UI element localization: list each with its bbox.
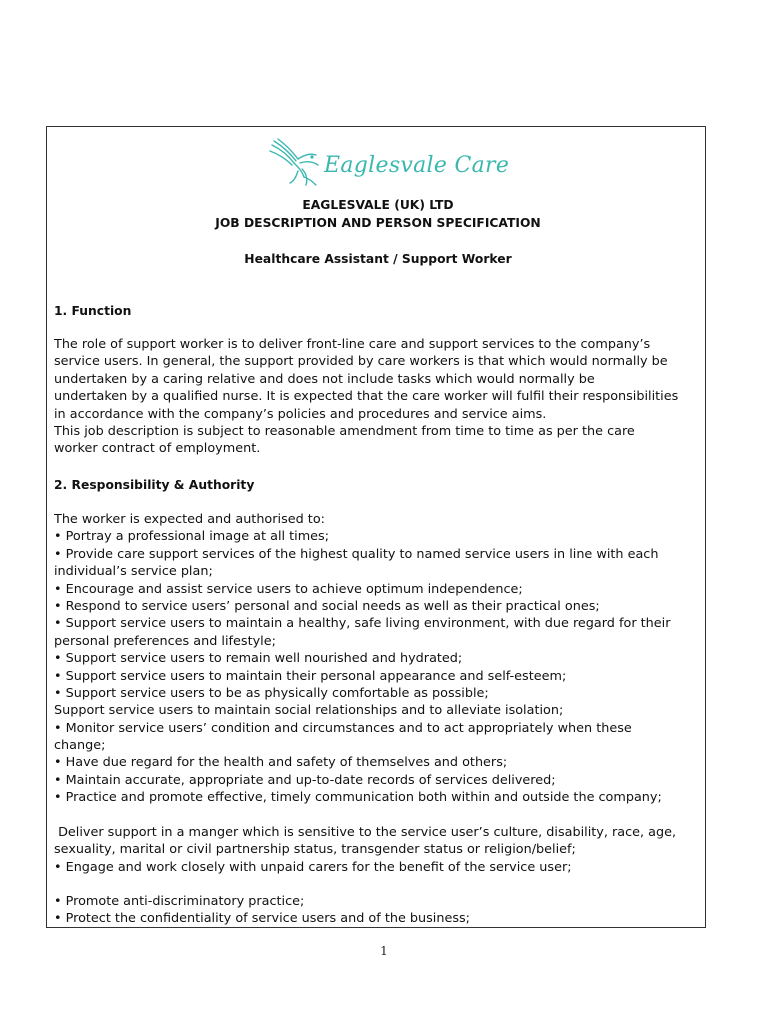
text-line: The worker is expected and authorised to: (54, 512, 325, 527)
list-item: • Promote anti-discriminatory practice; (54, 894, 305, 909)
text-line: service users. In general, the support provided by care workers is that which would normally be (54, 354, 668, 370)
list-item: • Engage and work closely with unpaid carers for the benefit of the service user; (54, 859, 572, 875)
list-item: sexuality, marital or civil partnership status, transgender status or religion/belief; (54, 842, 576, 858)
responsibility-list-final (54, 893, 702, 928)
function-paragraph (54, 336, 702, 458)
list-item: • Maintain accurate, appropriate and up-to-date records of services delivered; (54, 772, 556, 788)
list-item: personal preferences and lifestyle; (54, 633, 276, 649)
list-item: • Encourage and assist service users to achieve optimum independence; (54, 581, 523, 597)
text-line: in accordance with the company’s policies and procedures and service aims. (54, 406, 547, 422)
text-line: The role of support worker is to deliver front-line care and support services to the company’s (54, 337, 651, 352)
list-item: • Protect the confidentiality of service users and of the business; (54, 911, 470, 927)
section-heading-function: 1. Function (54, 304, 132, 318)
list-item: • Provide care support services of the highest quality to named service users in line with each (54, 546, 659, 562)
job-title: Healthcare Assistant / Support Worker (244, 252, 512, 266)
list-item: • Respond to service users’ personal and social needs as well as their practical ones; (54, 598, 600, 614)
logo-wordmark: Eaglesvale Care (324, 153, 510, 178)
list-item: individual’s service plan; (54, 564, 213, 580)
section-heading-responsibility: 2. Responsibility & Authority (54, 478, 255, 492)
document-title: JOB DESCRIPTION AND PERSON SPECIFICATION (215, 216, 541, 230)
responsibility-list-continued (54, 824, 702, 876)
text-line: This job description is subject to reasonable amendment from time to time as per the care (54, 423, 635, 439)
text-line: undertaken by a qualified nurse. It is expected that the care worker will fulfil their responsibilities (54, 389, 679, 405)
list-item: • Monitor service users’ condition and circumstances and to act appropriately when these (54, 720, 632, 736)
list-item: • Support service users to maintain a healthy, safe living environment, with due regard for their (54, 616, 671, 632)
list-item: • Support service users to be as physically comfortable as possible; (54, 685, 489, 701)
document-page-frame (46, 126, 706, 928)
list-item: • Practice and promote effective, timely communication both within and outside the company; (54, 790, 662, 806)
page-number: 1 (380, 944, 388, 958)
responsibility-list (54, 511, 702, 807)
list-item: Deliver support in a manger which is sensitive to the service user’s culture, disability, race, age, (54, 825, 677, 840)
text-line: worker contract of employment. (54, 441, 261, 457)
list-item: • Portray a professional image at all times; (54, 529, 330, 545)
text-line: undertaken by a caring relative and does not include tasks which would normally be (54, 371, 595, 387)
list-item: Support service users to maintain social relationships and to alleviate isolation; (54, 703, 564, 719)
company-logo (268, 137, 510, 187)
list-item: • Have due regard for the health and safety of themselves and others; (54, 755, 508, 771)
list-item: • Support service users to remain well nourished and hydrated; (54, 651, 463, 667)
eagle-icon (268, 137, 324, 187)
list-item: change; (54, 738, 106, 754)
list-item: • Support service users to maintain their personal appearance and self-esteem; (54, 668, 567, 684)
company-name: EAGLESVALE (UK) LTD (302, 198, 454, 212)
